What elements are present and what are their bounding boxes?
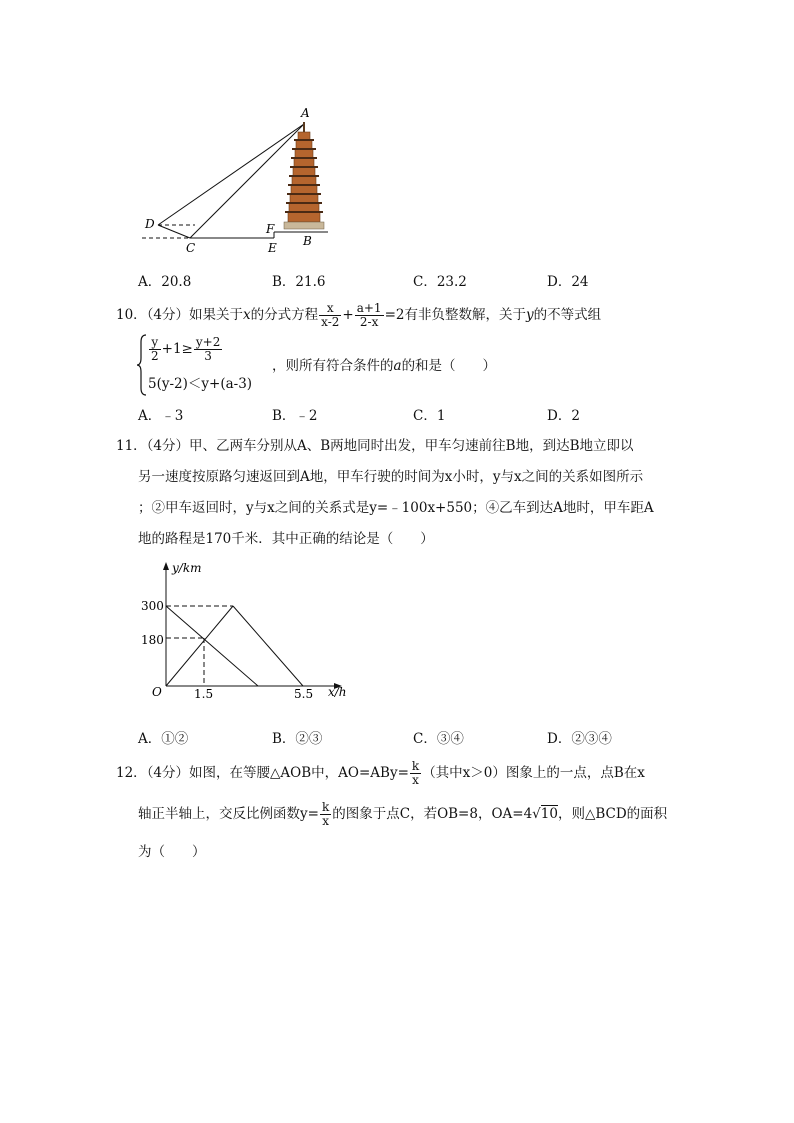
q10-stem-line2 xyxy=(272,356,496,376)
graph-x-tick-5-5: 5.5 xyxy=(294,687,314,701)
q9-option-c[interactable]: C．23.2 xyxy=(413,274,467,290)
label-E: E xyxy=(268,241,277,255)
q11-stem-line4: 地的路程是170千米．其中正确的结论是（ ） xyxy=(138,531,434,547)
q10-inequality-1 xyxy=(148,336,223,363)
q10-score: （4分） xyxy=(146,307,190,323)
q10-ineq1-num: y xyxy=(149,336,161,350)
label-C: C xyxy=(186,241,196,255)
q12-stem-line3: 为（ ） xyxy=(138,844,206,860)
graph-origin: O xyxy=(152,685,162,699)
q12-y-eq-2: y= xyxy=(300,806,319,822)
q12-line2-c: ，则△BCD的面积 xyxy=(557,806,668,822)
q12-k-2: k xyxy=(321,800,330,814)
q10-number: 10． xyxy=(116,307,147,323)
q10-ineq1-den: 2 xyxy=(151,349,159,363)
q12-k-over-x-2 xyxy=(320,801,331,828)
q10-var-y: y xyxy=(525,307,534,323)
q12-text-b: （其中x＞0）图象上的一点，点B在x xyxy=(422,765,645,781)
q9-figure xyxy=(138,104,338,256)
q10-option-a[interactable]: A．﹣3 xyxy=(138,408,184,424)
q10-frac2-den: 2-x xyxy=(359,315,379,329)
q12-number: 12． xyxy=(116,765,147,781)
q10-frac2-num: a+1 xyxy=(356,301,382,315)
q9-option-b[interactable]: B．21.6 xyxy=(272,274,326,290)
q11-option-d[interactable]: D．②③④ xyxy=(547,731,612,747)
q10-option-b[interactable]: B．﹣2 xyxy=(272,408,318,424)
q10-text-c: 有非负整数解，关于 xyxy=(404,307,526,323)
q10-fraction-1 xyxy=(319,302,341,329)
q10-text-e: ，则所有符合条件的 xyxy=(272,358,394,374)
q10-stem-line1 xyxy=(116,302,601,329)
q11-stem-line1: 11．（4分）甲、乙两车分别从A、B两地同时出发，甲车匀速前往B地，到达B地立即以 xyxy=(116,438,634,454)
graph-x-tick-1-5: 1.5 xyxy=(194,687,214,701)
q10-inequality-2: 5(y-2)＜y+(a-3) xyxy=(148,376,253,392)
q12-stem-line1 xyxy=(116,760,645,787)
graph-x-label: x/h xyxy=(328,685,347,699)
label-B: B xyxy=(303,234,312,248)
graph-y-tick-180: 180 xyxy=(141,633,164,647)
q9-option-a[interactable]: A．20.8 xyxy=(138,274,192,290)
q9-option-d[interactable]: D．24 xyxy=(547,274,589,290)
q12-k-over-x xyxy=(410,760,421,787)
q10-text-a: 如果关于 xyxy=(189,307,244,323)
q12-x-2: x xyxy=(322,814,329,828)
q11-option-b[interactable]: B．②③ xyxy=(272,731,323,747)
label-D: D xyxy=(145,217,155,231)
q10-text-d: 的不等式组 xyxy=(533,307,602,323)
q12-stem-line2 xyxy=(138,801,667,828)
q10-option-c[interactable]: C．1 xyxy=(413,408,446,424)
q10-plus: + xyxy=(342,307,354,323)
q12-x: x xyxy=(412,773,419,787)
q10-ineq1-mid: +1≥ xyxy=(161,341,193,357)
q10-text-f: 的和是（ ） xyxy=(401,358,497,374)
q12-y-eq: y= xyxy=(389,765,409,781)
q12-line2-a: 轴正半轴上，交反比例函数 xyxy=(138,806,300,822)
q12-k: k xyxy=(411,759,420,773)
q11-stem-line3: ；②甲车返回时，y与x之间的关系式是y=﹣100x+550；④乙车到达A地时，甲车距A xyxy=(138,500,654,516)
label-F: F xyxy=(266,222,275,236)
q12-sqrt-symbol: √ xyxy=(532,806,541,822)
q10-option-d[interactable]: D．2 xyxy=(547,408,580,424)
q10-text-b: 的分式方程 xyxy=(250,307,319,323)
graph-y-tick-300: 300 xyxy=(141,599,164,613)
q11-option-c[interactable]: C．③④ xyxy=(413,731,464,747)
label-A: A xyxy=(301,106,310,120)
q10-frac1-den: x-2 xyxy=(321,315,340,329)
q12-text-a: 如图，在等腰△AOB中，AO=AB xyxy=(189,765,390,781)
q10-var-a: a xyxy=(393,358,402,374)
graph-y-label: y/km xyxy=(172,561,202,575)
q10-var-x: x xyxy=(243,307,251,323)
q11-graph xyxy=(138,558,358,708)
q10-ineq1-rhs-num: y+2 xyxy=(195,335,221,349)
q11-option-a[interactable]: A．①② xyxy=(138,731,189,747)
q12-score: （4分） xyxy=(146,765,190,781)
q10-ineq1-frac xyxy=(149,336,161,363)
q10-frac1-num: x xyxy=(319,302,341,316)
q10-ineq1-rhs-frac xyxy=(194,336,222,363)
q10-fraction-2 xyxy=(355,302,384,329)
q10-ineq1-rhs-den: 3 xyxy=(204,349,212,363)
q10-system-brace xyxy=(136,334,148,396)
q11-stem-line2: 另一速度按原路匀速返回到A地，甲车行驶的时间为x小时，y与x之间的关系如图所示 xyxy=(138,469,644,485)
q12-line2-b: 的图象于点C，若OB=8，OA=4 xyxy=(332,806,533,822)
q10-eq-rhs: =2 xyxy=(384,307,405,323)
q12-sqrt-arg: 10 xyxy=(540,806,558,822)
